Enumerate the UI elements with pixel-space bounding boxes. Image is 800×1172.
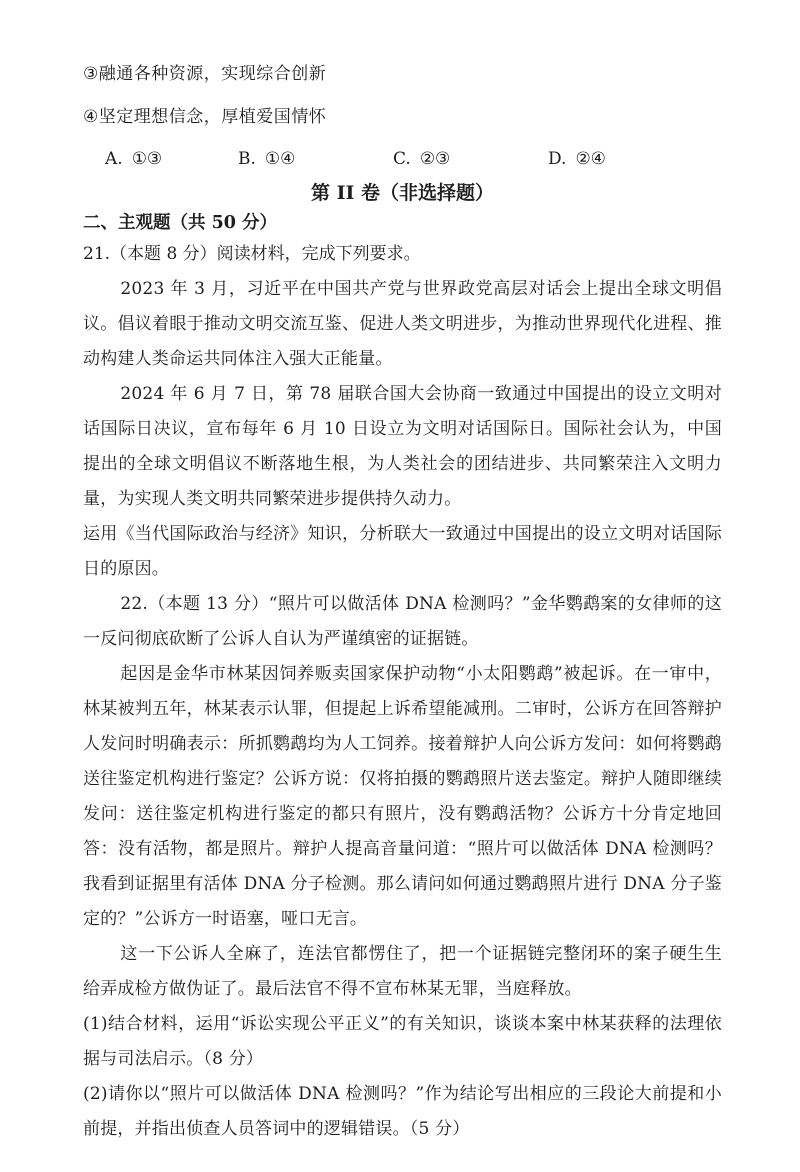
choice-c — [393, 142, 548, 176]
statement-item-3: ③融通各种资源，实现综合创新 — [83, 64, 327, 84]
question-21-material-2: 2024 年 6 月 7 日，第 78 届联合国大会协商一致通过中国提出的设立文明对话国际日决议，宣布每年 6 月 10 日设立为文明对话国际日。国际社会认为，中国提出的全球文明倡议不断落地生根，为人类社会的团结进步、共同繁荣注入文明力量，为实现人类文明共同繁荣进步提供持久动力。 — [83, 384, 722, 509]
choice-c-label: C. — [393, 149, 411, 169]
question-22-material-2: 这一下公诉人全麻了，连法官都愣住了，把一个证据链完整闭环的案子硬生生给弄成检方做伪证了。最后法官不得不宣布林某无罪，当庭释放。 — [83, 944, 722, 999]
question-21-material-1: 2023 年 3 月，习近平在中国共产党与世界政党高层对话会上提出全球文明倡议。倡议着眼于推动文明交流互鉴、促进人类文明进步，为推动世界现代化进程、推动构建人类命运共同体注入强大正能量。 — [83, 279, 722, 369]
choice-c-value: ②③ — [419, 149, 451, 169]
question-22-material-1: 起因是金华市林某因饲养贩卖国家保护动物“小太阳鹦鹉”被起诉。在一审中，林某被判五年，林某表示认罪，但提起上诉希望能减刑。二审时，公诉方在回答辩护人发问时明确表示：所抓鹦鹉均为人工饲养。接着辩护人向公诉方发问：如何将鹦鹉送往鉴定机构进行鉴定？公诉方说：仅将拍摄的鹦鹉照片送去鉴定。辩护人随即继续发问：送往鉴定机构进行鉴定的都只有照片，没有鹦鹉活物？公诉方十分肯定地回答：没有活物，都是照片。辩护人提高音量问道：“照片可以做活体 DNA 检测吗？我看到证据里有活体 DNA 分子检测。那么请问如何通过鹦鹉照片进行 DNA 分子鉴定的？”公诉方一时语塞，哑口无言。 — [83, 664, 722, 929]
question-21-stem: 21.（本题 8 分）阅读材料，完成下列要求。 — [83, 244, 421, 264]
question-22-subquestion-1: (1)结合材料，运用“诉讼实现公平正义”的有关知识，谈谈本案中林某获释的法理依据与司法启示。（8 分） — [83, 1014, 722, 1069]
choice-a — [105, 142, 238, 176]
statement-item-4: ④坚定理想信念，厚植爱国情怀 — [83, 107, 327, 127]
choices-row — [83, 142, 722, 176]
choice-d-label: D. — [548, 149, 567, 169]
choice-b-value: ①④ — [264, 149, 296, 169]
choice-d — [548, 142, 606, 176]
choice-a-value: ①③ — [131, 149, 163, 169]
choice-a-label: A. — [105, 149, 123, 169]
question-22-stem: 22.（本题 13 分）“照片可以做活体 DNA 检测吗？”金华鹦鹉案的女律师的这一反问彻底砍断了公诉人自认为严谨缜密的证据链。 — [83, 594, 722, 649]
section-heading: 二、主观题（共 50 分） — [83, 213, 278, 233]
choice-b — [238, 142, 393, 176]
part-title: 第 II 卷（非选择题） — [310, 182, 494, 204]
question-21-task: 运用《当代国际政治与经济》知识，分析联大一致通过中国提出的设立文明对话国际日的原因。 — [83, 524, 722, 579]
question-22-subquestion-2: (2)请你以“照片可以做活体 DNA 检测吗？”作为结论写出相应的三段论大前提和小前提，并指出侦查人员答词中的逻辑错误。（5 分） — [83, 1084, 722, 1139]
choice-b-label: B. — [238, 149, 256, 169]
choice-d-value: ②④ — [575, 149, 606, 169]
